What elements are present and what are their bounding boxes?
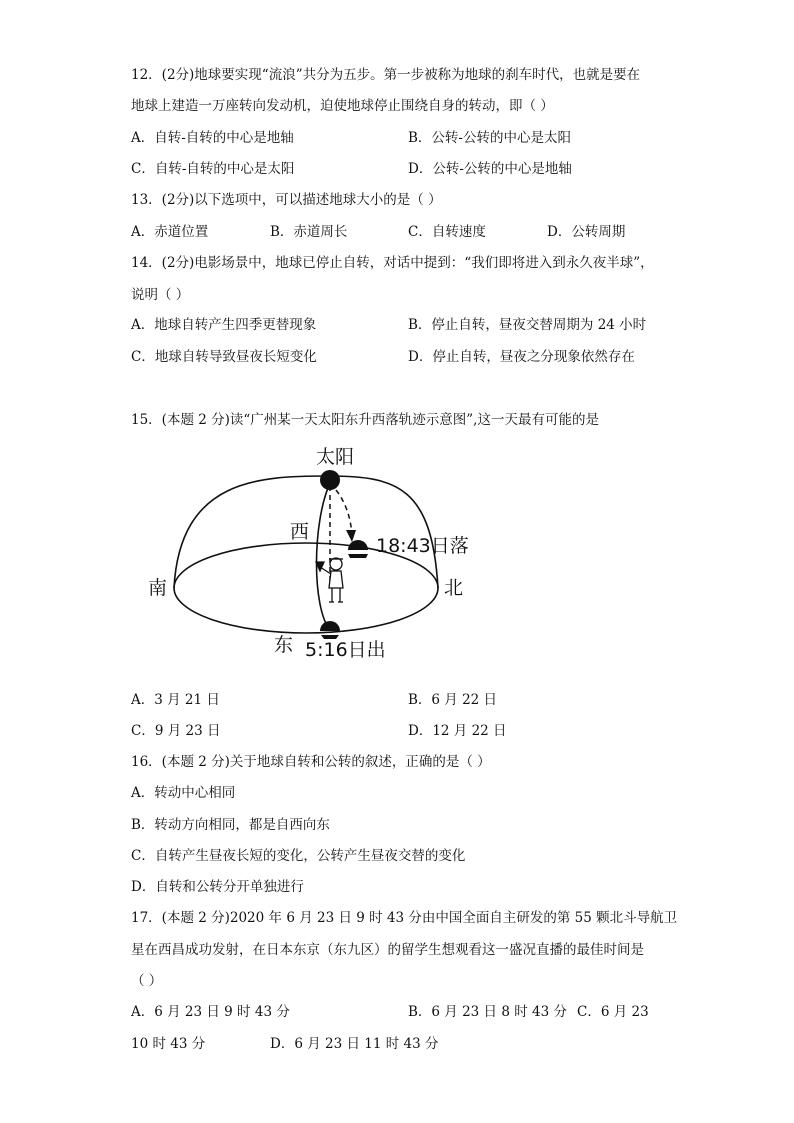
sunrise-sun-icon (320, 621, 340, 631)
q17-option-c-continued[interactable]: 10 时 43 分 (131, 1036, 206, 1052)
q15-option-c[interactable]: C．9 月 23 日 (131, 723, 221, 739)
q14-option-d[interactable]: D．停止自转，昼夜之分现象依然存在 (408, 349, 635, 365)
q15-option-d[interactable]: D．12 月 22 日 (408, 723, 507, 739)
arrow-icon (346, 530, 356, 542)
label-west: 西 (290, 521, 310, 543)
label-north: 北 (444, 577, 464, 599)
q12-option-c[interactable]: C．自转-自转的中心是太阳 (131, 161, 295, 177)
dashed-sunset-path (336, 490, 352, 535)
q17-option-b[interactable]: B．6 月 23 日 8 时 43 分 (408, 1004, 567, 1020)
q16-stem: 16．(本题 2 分)关于地球自转和公转的叙述，正确的是（ ） (131, 754, 491, 770)
q14-option-a[interactable]: A．地球自转产生四季更替现象 (131, 317, 317, 333)
sun-path-arc (317, 483, 331, 630)
q13-option-a[interactable]: A．赤道位置 (131, 224, 209, 240)
label-south: 南 (148, 577, 168, 599)
label-east: 东 (274, 634, 294, 656)
q15-option-b[interactable]: B．6 月 22 日 (408, 692, 498, 708)
q17-option-d[interactable]: D．6 月 23 日 11 时 43 分 (270, 1036, 439, 1052)
q13-option-b[interactable]: B．赤道周长 (270, 224, 348, 240)
q12-option-b[interactable]: B．公转-公转的中心是太阳 (408, 130, 571, 146)
q12-stem-line2: 地球上建造一万座转向发动机，迫使地球停止围绕自身的转动，即（ ） (131, 98, 554, 114)
q14-option-c[interactable]: C．地球自转导致昼夜长短变化 (131, 349, 317, 365)
q13-option-d[interactable]: D．公转周期 (547, 224, 626, 240)
q13-stem: 13．(2分)以下选项中，可以描述地球大小的是（ ） (131, 192, 442, 208)
q14-option-b[interactable]: B．停止自转，昼夜交替周期为 24 小时 (408, 317, 647, 333)
sun-path-diagram (140, 438, 480, 668)
q17-stem-line1: 17．(本题 2 分)2020 年 6 月 23 日 9 时 43 分由中国全面自主研发的第 55 颗北斗导航卫 (131, 910, 678, 926)
label-sunrise: 5:16日出 (305, 639, 386, 661)
q13-option-c[interactable]: C．自转速度 (408, 224, 486, 240)
q17-stem-line2: 星在西昌成功发射，在日本东京（东九区）的留学生想观看这一盛况直播的最佳时间是 (131, 942, 644, 958)
q12-option-a[interactable]: A．自转-自转的中心是地轴 (131, 130, 294, 146)
sun-icon (320, 470, 340, 490)
q16-option-d[interactable]: D．自转和公转分开单独进行 (131, 879, 304, 895)
q15-option-a[interactable]: A．3 月 21 日 (131, 692, 220, 708)
q17-stem-line3: （ ） (131, 973, 163, 989)
q14-stem-line2: 说明（ ） (131, 287, 190, 303)
q15-stem: 15．(本题 2 分)读“广州某一天太阳东升西落轨迹示意图”,这一天最有可能的是 (131, 412, 599, 428)
q17-option-c[interactable]: C．6 月 23 (577, 1004, 649, 1020)
q16-option-a[interactable]: A．转动中心相同 (131, 785, 236, 801)
label-sun: 太阳 (316, 446, 355, 468)
label-sunset: 18:43日落 (376, 535, 469, 557)
q16-option-b[interactable]: B．转动方向相同，都是自西向东 (131, 817, 330, 833)
q12-stem-line1: 12．(2分)地球要实现“流浪”共分为五步。第一步被称为地球的刹车时代，也就是要在 (131, 67, 641, 83)
sunset-sun-icon (348, 540, 368, 550)
q14-stem-line1: 14．(2分)电影场景中，地球已停止自转，对话中提到：“我们即将进入到永久夜半球”， (131, 255, 654, 271)
q16-option-c[interactable]: C．自转产生昼夜长短的变化，公转产生昼夜交替的变化 (131, 848, 466, 864)
q12-option-d[interactable]: D．公转-公转的中心是地轴 (408, 161, 572, 177)
q17-option-a[interactable]: A．6 月 23 日 9 时 43 分 (131, 1004, 290, 1020)
observer-figure-icon (316, 558, 343, 602)
